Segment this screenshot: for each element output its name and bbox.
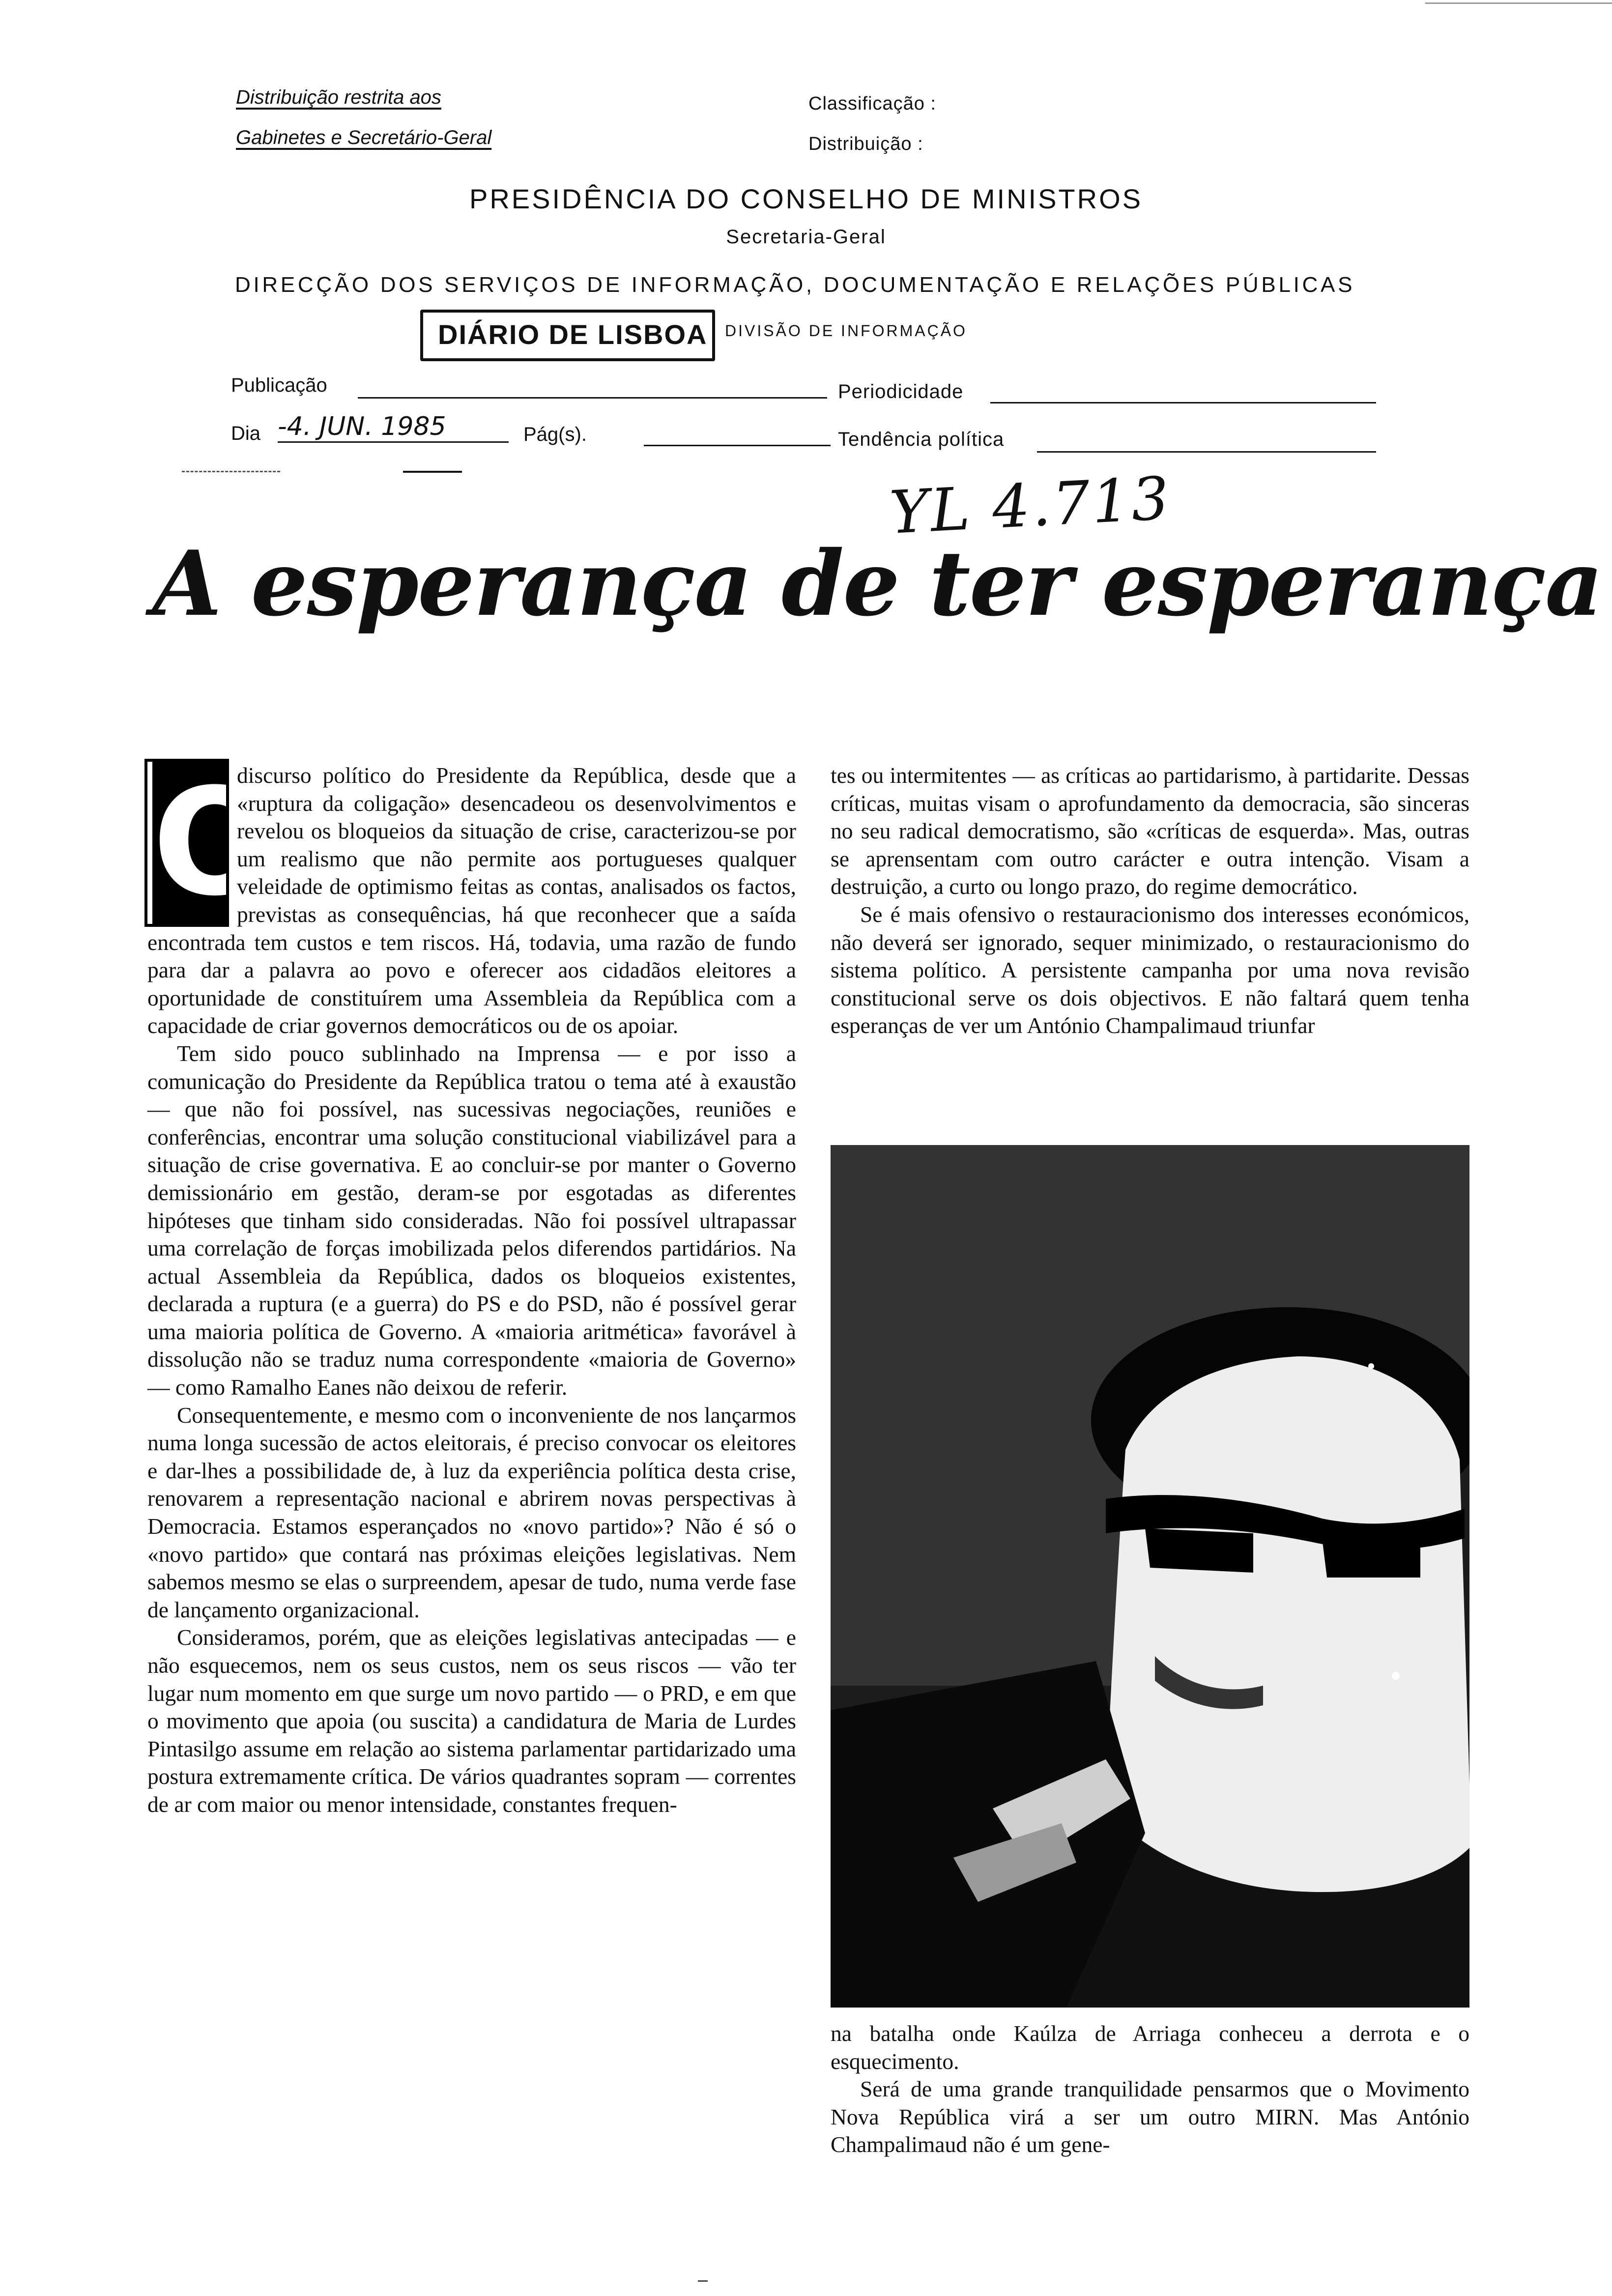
- classification-label: Classificação :: [808, 93, 936, 114]
- paragraph: Tem sido pouco sublinhado na Imprensa — e por isso a comunicação do Presidente da República tratou o tema até à exaustão — que não foi possível, nas sucessivas negociações, reuniões e conferências, encontrar uma solução constitucional viabilizável para a situação de crise governativa. E ao concluir-se por manter o Governo demissionário em gestão, deram-se por esgotadas as diferentes hipóteses que tinham sido consideradas. Não foi possível ultrapassar uma correlação de forças imobilizada pelos diferendos partidários. Na actual Assembleia da República, dados os bloqueios existentes, declarada a ruptura (e a guerra) do PS e do PSD, não é possível gerar uma maioria política de Governo. A «maioria aritmética» favorável à dissolução não se traduz numa correspondente «maioria de Governo» — como Ramalho Eanes não deixou de referir.: [147, 1040, 796, 1400]
- periodicity-line: [990, 402, 1376, 403]
- stamp-label: DIÁRIO DE LISBOA: [438, 319, 708, 350]
- restricted-note-line1: Distribuição restrita aos: [236, 86, 441, 108]
- paragraph: tes ou intermitentes — as críticas ao partidarismo, à partidarite. Dessas críticas, muitas visam o aprofundamento da democracia, são sinceras no seu radical democratismo, são «críticas de esquerda». Mas, outras se aprensentam com outro carácter e outra intenção. Visam a destruição, a curto ou longo prazo, do regime democrático.: [831, 763, 1469, 899]
- presidency-heading: PRESIDÊNCIA DO CONSELHO DE MINISTROS: [469, 183, 1143, 214]
- drop-cap: O: [147, 762, 226, 924]
- pages-line: [644, 445, 831, 446]
- periodicity-label: Periodicidade: [838, 381, 964, 402]
- tendency-label: Tendência política: [838, 429, 1005, 450]
- article-column-1: [147, 757, 796, 1819]
- paragraph: Consequentemente, e mesmo com o inconveniente de nos lançarmos numa longa sucessão de actos eleitorais, é preciso convocar os eleitores e dar-lhes a possibilidade de, à luz da experiência política desta crise, renovarem a representação nacional e abrirem novas perspectivas à Democracia. Estamos esperançados no «novo partido»? Não é só o «novo partido» que contará nas próximas eleições legislativas. Nem sabemos mesmo se elas o surpreendem, apesar de tudo, numa verde fase de lançamento organizacional.: [147, 1402, 796, 1622]
- scan-artifact: [1425, 2, 1612, 4]
- secretariat-heading: Secretaria-Geral: [726, 226, 886, 248]
- newspaper-stamp: [420, 310, 715, 361]
- day-label: Dia: [231, 423, 261, 444]
- paragraph: discurso político do Presidente da República, desde que a «ruptura da coligação» desencadeou os desenvolvimentos e revelou os bloqueios da situação de crise, caracterizou-se por um realismo que não permite aos portugueses qualquer veleidade de optimismo feitas as contas, analisados os factos, previstas as consequências, há que reconhecer que a saída encontrada tem custos e tem riscos. Há, todavia, uma razão de fundo para dar a palavra ao povo e oferecer aos cidadãos eleitores a oportunidade de constituírem uma Assembleia da República com a capacidade de criar governos democráticos ou de os apoiar.: [147, 763, 796, 1038]
- article-title: A esperança de ter esperança: [152, 531, 1602, 636]
- scan-artifact: [698, 2280, 708, 2282]
- publication-line: [358, 397, 827, 399]
- paragraph: Consideramos, porém, que as eleições legislativas antecipadas — e não esquecemos, nem os seus custos, nem os seus riscos — vão ter lugar num momento em que surge um novo partido — o PRD, e em que o movimento que apoia (ou suscita) a candidatura de Maria de Lurdes Pintasilgo assume em relação ao sistema parlamentar partidarizado uma postura extremamente crítica. De vários quadrantes sopram — correntes de ar com maior ou menor intensidade, constantes frequen-: [147, 1625, 796, 1817]
- header-rule: [403, 471, 462, 473]
- paragraph: na batalha onde Kaúlza de Arriaga conheceu a derrota e o esquecimento.: [831, 2021, 1469, 2074]
- pages-label: Pág(s).: [523, 424, 587, 445]
- publication-label: Publicação: [231, 374, 327, 396]
- day-value: -4. JUN. 1985: [278, 412, 509, 443]
- directorate-heading: DIRECÇÃO DOS SERVIÇOS DE INFORMAÇÃO, DOCUMENTAÇÃO E RELAÇÕES PÚBLICAS: [235, 273, 1355, 297]
- restricted-note-line2: Gabinetes e Secretário-Geral: [236, 127, 492, 148]
- distribution-label: Distribuição :: [808, 134, 923, 154]
- article-column-2-bottom: [831, 2020, 1469, 2159]
- paragraph: Se é mais ofensivo o restauracionismo dos interesses económicos, não deverá ser ignorado, sequer minimizado, o restauracionismo do sistema político. A persistente campanha por uma nova revisão constitucional serve os dois objectivos. E não faltará quem tenha esperanças de ver um António Champalimaud triunfar: [831, 901, 1469, 1038]
- tendency-line: [1037, 451, 1376, 453]
- paragraph: Será de uma grande tranquilidade pensarmos que o Movimento Nova República virá a ser um outro MIRN. Mas António Champalimaud não é um gene-: [831, 2076, 1469, 2157]
- portrait-photo-graphic: [831, 1145, 1469, 2008]
- header-rule-faint: [182, 471, 280, 472]
- handwritten-reference: YL 4.713: [888, 464, 1173, 547]
- portrait-photo: [831, 1145, 1469, 2008]
- article-column-2-top: [831, 762, 1469, 1040]
- division-label: DIVISÃO DE INFORMAÇÃO: [725, 322, 967, 340]
